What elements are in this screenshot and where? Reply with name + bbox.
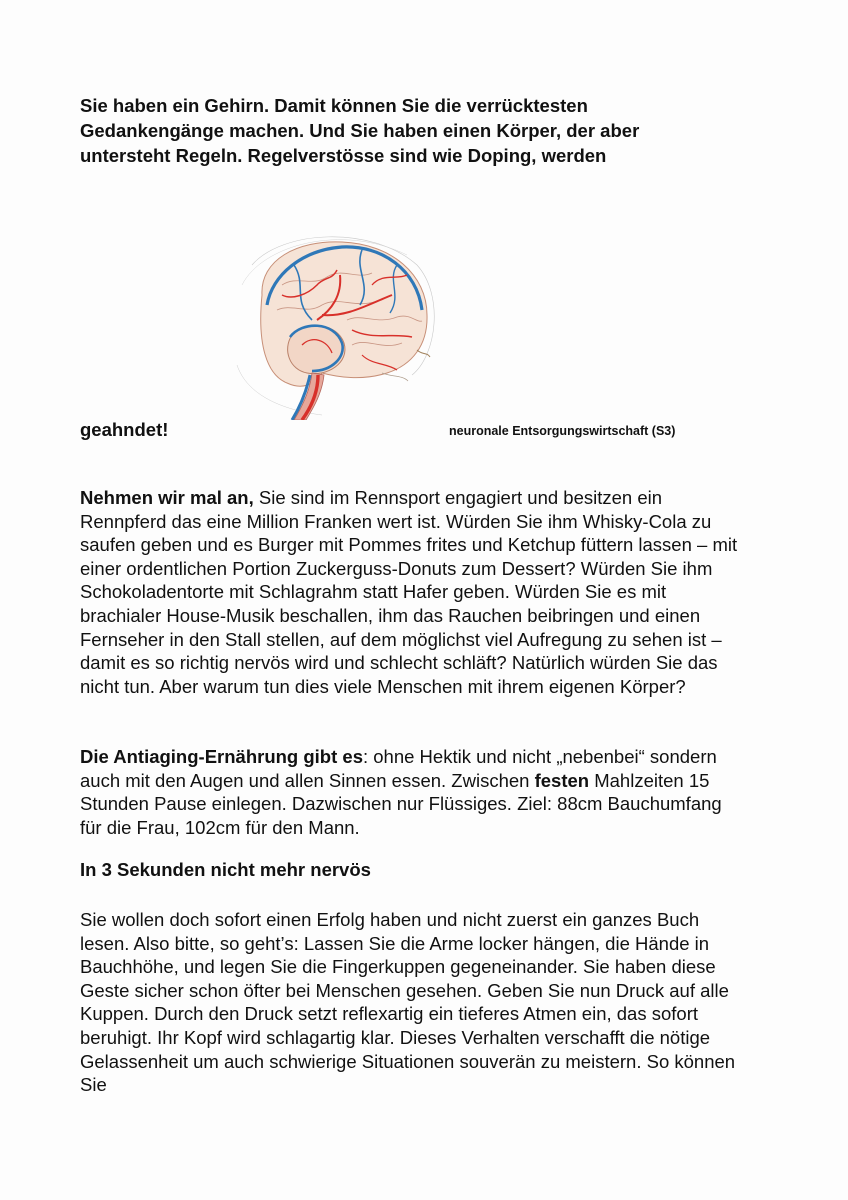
paragraph-lead: Die Antiaging-Ernährung gibt es bbox=[80, 746, 363, 767]
section-heading: In 3 Sekunden nicht mehr nervös bbox=[80, 859, 371, 880]
paragraph-body: Mahlzeiten 15 Stunden Pause einlegen. Dazwischen nur Flüssiges. Ziel: 88cm Bauchumfang für die Frau, 102cm für den Mann. bbox=[80, 769, 722, 838]
intro-end-text: geahndet! bbox=[80, 419, 169, 440]
paragraph-body: Sie sind im Rennsport engagiert und besitzen ein Rennpferd das eine Million Franken wert ist. Würden Sie ihm Whisky-Cola zu saufen geben und es Burger mit Pommes frites und Ketchup füttern lassen – mit einer ordentlichen Portion Zuckerguss-Donuts zum Dessert? Würden Sie ihm Schokoladentorte mit Schlagrahm statt Hafer geben. Würden Sie es mit brachialer House-Musik beschallen, ihm das Rauchen beibringen und einen Fernseher in den Stall stellen, auf dem möglichst viel Aufregung zu sehen ist – damit es so richtig nervös wird und schlecht schläft? Natürlich würden Sie das nicht tun. Aber warum tun dies viele Menschen mit ihrem eigenen Körper? bbox=[80, 487, 738, 697]
intro-text: Sie haben ein Gehirn. Damit können Sie die verrücktesten Gedankengänge machen. Und Sie haben einen Körper, der aber untersteht Regeln. Regelverstösse sind wie Doping, werden bbox=[80, 95, 640, 166]
emphasis-word: festen bbox=[534, 769, 590, 791]
image-caption: neuronale Entsorgungswirtschaft (S3) bbox=[449, 424, 676, 438]
paragraph-three-seconds: Sie wollen doch sofort einen Erfolg haben und nicht zuerst ein ganzes Buch lesen. Also bitte, so geht’s: Lassen Sie die Arme locker hängen, die Hände in Bauchhöhe, und legen Sie die Fingerkuppen gegeneinander. Sie haben diese Geste sicher schon öfter bei Menschen gesehen. Geben Sie nun Druck auf alle Kuppen. Durch den Druck setzt reflexartig ein tieferes Atmen ein, das sofort beruhigt. Ihr Kopf wird schlagartig klar. Dieses Verhalten verschafft die nötige Gelassenheit um auch schwierige Situationen souverän zu meistern. So können Sie bbox=[80, 909, 736, 1096]
brain-illustration bbox=[222, 225, 447, 420]
paragraph-antiaging bbox=[80, 745, 740, 839]
paragraph-body: : ohne Hektik und nicht „nebenbei“ sondern auch mit den Augen und allen Sinnen essen. Zwischen bbox=[80, 746, 717, 791]
paragraph-racehorse bbox=[80, 486, 740, 698]
paragraph-lead: Nehmen wir mal an, bbox=[80, 487, 254, 508]
